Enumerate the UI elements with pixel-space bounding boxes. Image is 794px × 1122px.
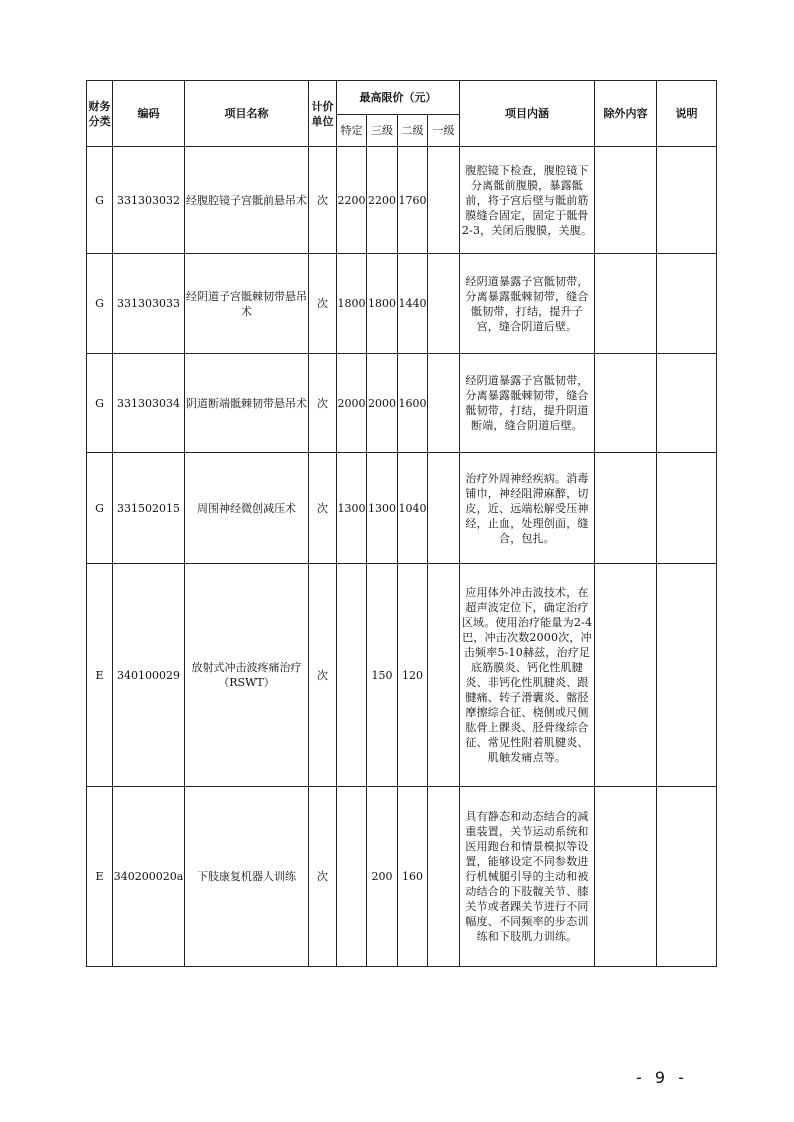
cell-level1 — [428, 147, 460, 254]
cell-exclusion — [595, 453, 657, 564]
cell-special: 2200 — [337, 147, 367, 254]
cell-level1 — [428, 254, 460, 354]
header-code: 编码 — [113, 81, 185, 147]
header-name: 项目名称 — [185, 81, 309, 147]
cell-content: 经阴道暴露子宫骶韧带，分离暴露骶棘韧带，缝合骶韧带，打结，提升子宫，缝合阴道后壁。 — [460, 254, 595, 354]
page-number: - 9 - — [636, 1068, 688, 1087]
cell-level2: 120 — [398, 564, 428, 787]
cell-level1 — [428, 787, 460, 967]
header-content: 项目内涵 — [460, 81, 595, 147]
header-exclusion: 除外内容 — [595, 81, 657, 147]
cell-note — [657, 147, 717, 254]
cell-special — [337, 564, 367, 787]
cell-level3: 200 — [367, 787, 398, 967]
cell-name: 放射式冲击波疼痛治疗（RSWT） — [185, 564, 309, 787]
cell-category: G — [87, 254, 113, 354]
cell-unit: 次 — [309, 453, 337, 564]
cell-category: E — [87, 787, 113, 967]
cell-level2: 1760 — [398, 147, 428, 254]
header-price-group: 最高限价（元） — [337, 81, 460, 115]
header-note: 说明 — [657, 81, 717, 147]
cell-code: 340100029 — [113, 564, 185, 787]
table-row — [87, 254, 717, 354]
cell-level3: 2200 — [367, 147, 398, 254]
cell-level1 — [428, 354, 460, 453]
cell-unit: 次 — [309, 564, 337, 787]
cell-code: 331303034 — [113, 354, 185, 453]
cell-unit: 次 — [309, 354, 337, 453]
table-row — [87, 147, 717, 254]
cell-category: E — [87, 564, 113, 787]
cell-category: G — [87, 354, 113, 453]
cell-unit: 次 — [309, 147, 337, 254]
cell-unit: 次 — [309, 787, 337, 967]
cell-special: 1800 — [337, 254, 367, 354]
table-row — [87, 564, 717, 787]
cell-special: 1300 — [337, 453, 367, 564]
cell-code: 331502015 — [113, 453, 185, 564]
cell-code: 340200020a — [113, 787, 185, 967]
cell-content: 腹腔镜下检查，腹腔镜下分离骶前腹膜，暴露骶前，将子宫后壁与骶前筋膜缝合固定，固定于骶骨2-3，关闭后腹膜，关腹。 — [460, 147, 595, 254]
header-level2: 二级 — [398, 115, 428, 147]
cell-code: 331303032 — [113, 147, 185, 254]
table-row — [87, 354, 717, 453]
cell-exclusion — [595, 787, 657, 967]
cell-name: 周围神经微创减压术 — [185, 453, 309, 564]
cell-name: 下肢康复机器人训练 — [185, 787, 309, 967]
cell-level2: 160 — [398, 787, 428, 967]
cell-name: 经腹腔镜子宫骶前悬吊术 — [185, 147, 309, 254]
cell-level2: 1440 — [398, 254, 428, 354]
cell-level1 — [428, 564, 460, 787]
cell-level3: 1300 — [367, 453, 398, 564]
cell-note — [657, 564, 717, 787]
cell-name: 阴道断端骶棘韧带悬吊术 — [185, 354, 309, 453]
cell-name: 经阴道子宫骶棘韧带悬吊术 — [185, 254, 309, 354]
cell-category: G — [87, 453, 113, 564]
header-special: 特定 — [337, 115, 367, 147]
cell-note — [657, 787, 717, 967]
cell-note — [657, 453, 717, 564]
cell-category: G — [87, 147, 113, 254]
cell-level2: 1600 — [398, 354, 428, 453]
cell-level1 — [428, 453, 460, 564]
table-row — [87, 453, 717, 564]
cell-content: 应用体外冲击波技术，在超声波定位下，确定治疗区域。使用治疗能量为2-4巴，冲击次数2000次，冲击频率5-10赫兹，治疗足底筋膜炎、钙化性肌腱炎、非钙化性肌腱炎、跟腱痛、转子滑囊炎、髂胫摩擦综合征、桡侧或尺侧肱骨上髁炎、胫骨缘综合征、常见性附着肌腱炎、肌触发痛点等。 — [460, 564, 595, 787]
header-level1: 一级 — [428, 115, 460, 147]
cell-level3: 150 — [367, 564, 398, 787]
cell-special — [337, 787, 367, 967]
cell-content: 治疗外周神经疾病。消毒铺巾，神经阻滞麻醉，切皮，近、远端松解受压神经，止血，处理创面，缝合，包扎。 — [460, 453, 595, 564]
cell-exclusion — [595, 147, 657, 254]
cell-code: 331303033 — [113, 254, 185, 354]
cell-note — [657, 354, 717, 453]
cell-exclusion — [595, 354, 657, 453]
header-level3: 三级 — [367, 115, 398, 147]
cell-special: 2000 — [337, 354, 367, 453]
cell-content: 具有静态和动态结合的减重装置，关节运动系统和医用跑台和情景模拟等设置，能够设定不同参数进行机械腿引导的主动和被动结合的下肢髋关节、膝关节或者踝关节进行不同幅度、不同频率的步态训练和下肢肌力训练。 — [460, 787, 595, 967]
cell-content: 经阴道暴露子宫骶韧带，分离暴露骶棘韧带，缝合骶韧带，打结，提升阴道断端，缝合阴道后壁。 — [460, 354, 595, 453]
table-row — [87, 787, 717, 967]
cell-exclusion — [595, 564, 657, 787]
cell-unit: 次 — [309, 254, 337, 354]
header-unit: 计价单位 — [309, 81, 337, 147]
cell-note — [657, 254, 717, 354]
price-table — [86, 80, 717, 967]
header-category: 财务分类 — [87, 81, 113, 147]
cell-level2: 1040 — [398, 453, 428, 564]
cell-level3: 2000 — [367, 354, 398, 453]
cell-level3: 1800 — [367, 254, 398, 354]
cell-exclusion — [595, 254, 657, 354]
